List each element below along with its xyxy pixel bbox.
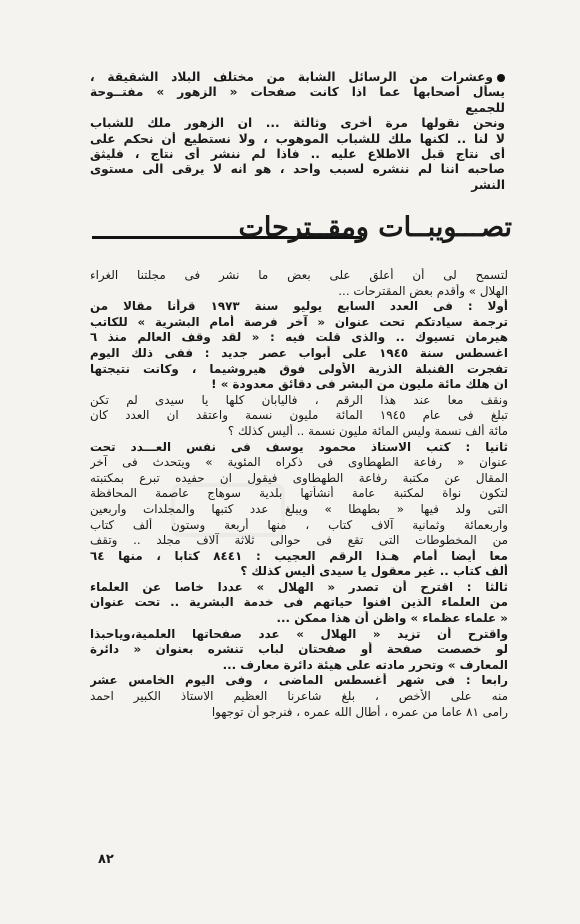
- body-line: منه على الأخص ، بلغ شاعرنا العظيم الاستاذ الكبير احمد: [90, 689, 508, 704]
- page-number: ٨٢: [98, 852, 114, 867]
- watermark-icon: [168, 480, 288, 540]
- intro-line: أى نتاج قبل الاطلاع عليه .. فاذا لم ننشر أى نتاج ، فليثق: [90, 147, 505, 162]
- body-section: [90, 268, 508, 720]
- body-line: واقترح أن تزيد « الهلال » عدد صفحاتها العلمية،وياحبذا: [90, 626, 508, 641]
- body-line: المعارف » وتحرر مادته على هيئة دائرة معارف ...: [222, 657, 508, 672]
- body-line: تفجرت القنبلة الذرية الأولى فوق هيروشيما ، وكانت نتيجتها: [90, 361, 508, 376]
- body-line: الهلال » وأقدم بعض المقترحات ...: [338, 283, 508, 298]
- body-line: معا أيضا أمام هـذا الرقم العجيب : ٨٤٤١ كتابا ، منها ٦٤: [90, 548, 508, 563]
- body-line: عنوان « رفاعة الطهطاوى فى ذكراه المئوية » ويتحدث فى آخر: [90, 455, 508, 470]
- body-line: من المخطوطات التى تقع فى حوالى ثلاثة آلاف مجلد .. وتقف: [90, 533, 508, 548]
- headline-title: تصـــويبــات ومقــترحات: [238, 212, 512, 243]
- body-line: المقال عن مكتبة رفاعة الطهطاوى فيقول ان حفيده تبرع بمكتبته: [90, 470, 508, 485]
- body-line: ألف كتاب .. غير معقول يا سيدى أليس كذلك ؟: [240, 564, 508, 579]
- intro-line: صاحبه اننا لم ننشره لسبب واحد ، هو انه لا يرقى الى مستوى: [90, 162, 505, 177]
- body-line: رامى ٨١ عاما من عمره ، أطال الله عمره ، فنرجو أن توجهوا: [211, 704, 508, 719]
- body-line: ثانيا : كتب الاستاذ محمود يوسف فى نفس العـــدد تحت: [90, 439, 508, 454]
- intro-section: [90, 70, 505, 193]
- body-line: رابعا : فى شهر أغسطس الماضى ، وفى اليوم الخامس عشر: [90, 673, 508, 688]
- body-line: من العلماء الذين افنوا حياتهم فى خدمة البشرية .. تحت عنوان: [90, 595, 508, 610]
- body-line: ترجمة سيادتكم تحت عنوان « آخر فرصة أمام البشرية » للكاتب: [90, 314, 508, 329]
- body-line: مائة ألف نسمة وليس المائة مليون نسمة .. أليس كذلك ؟: [227, 423, 508, 438]
- body-line: ثالثا : اقترح أن تصدر « الهلال » عددا خاصا عن العلماء: [90, 579, 508, 594]
- body-line: ان هلك مائة مليون من البشر فى دقائق معدودة » !: [211, 377, 508, 392]
- intro-line: وعشرات من الرسائل الشابة من مختلف البلاد الشقيقة ،: [90, 70, 505, 85]
- intro-line: النشر: [471, 177, 505, 192]
- body-line: لتسمح لى أن أعلق على بعض ما نشر فى مجلتنا الغراء: [90, 268, 508, 282]
- body-line: اغسطس سنة ١٩٤٥ على أبواب عصر جديد : ففى ذلك اليوم: [90, 345, 508, 360]
- bullet-icon: [497, 74, 505, 82]
- body-line: لتكون نواة لمكتبة عامة أنشأتها بلدية سوهاج عاصمة المحافظة: [90, 486, 508, 501]
- body-line: أولا : فى العدد السابع يوليو سنة ١٩٧٣ قرأنا مقالا من: [90, 299, 508, 314]
- body-line: التى ولد فيها « بطهطا » ويبلغ عدد كتبها والمجلدات واربعين: [90, 501, 508, 516]
- body-line: « علماء عظماء » واظن أن هذا ممكن ...: [276, 611, 508, 626]
- intro-line: للجميع: [465, 100, 505, 115]
- body-line: واربعمائة وثمانية آلاف كتاب ، منها أربعة وستون ألف كتاب: [90, 517, 508, 532]
- body-line: لو خصصت صفحة أو صفحتان لباب تنشره بعنوان « دائرة: [90, 642, 508, 657]
- body-line: تبلغ فى عام ١٩٤٥ المائة مليون نسمة واعتقد ان العدد كان: [90, 408, 508, 423]
- intro-line: ونحن نقولها مرة أخرى وثالثة ... ان الزهور ملك للشباب: [90, 116, 505, 131]
- intro-line: يسأل أصحابها عما اذا كانت صفحات « الزهور » مفتــوحة: [90, 85, 505, 100]
- intro-line: لا لنا .. لكنها ملك للشباب الموهوب ، ولا نستطيع أن نحكم على: [90, 131, 505, 146]
- body-line: هيرمان تسيوك .. والذى قلت فيه : « لقد وقف العالم منذ ٦: [90, 330, 508, 345]
- body-line: ونقف معا عند هذا الرقم ، فاليابان كلها يا سيدى لم تكن: [90, 392, 508, 407]
- section-headline: [92, 212, 512, 256]
